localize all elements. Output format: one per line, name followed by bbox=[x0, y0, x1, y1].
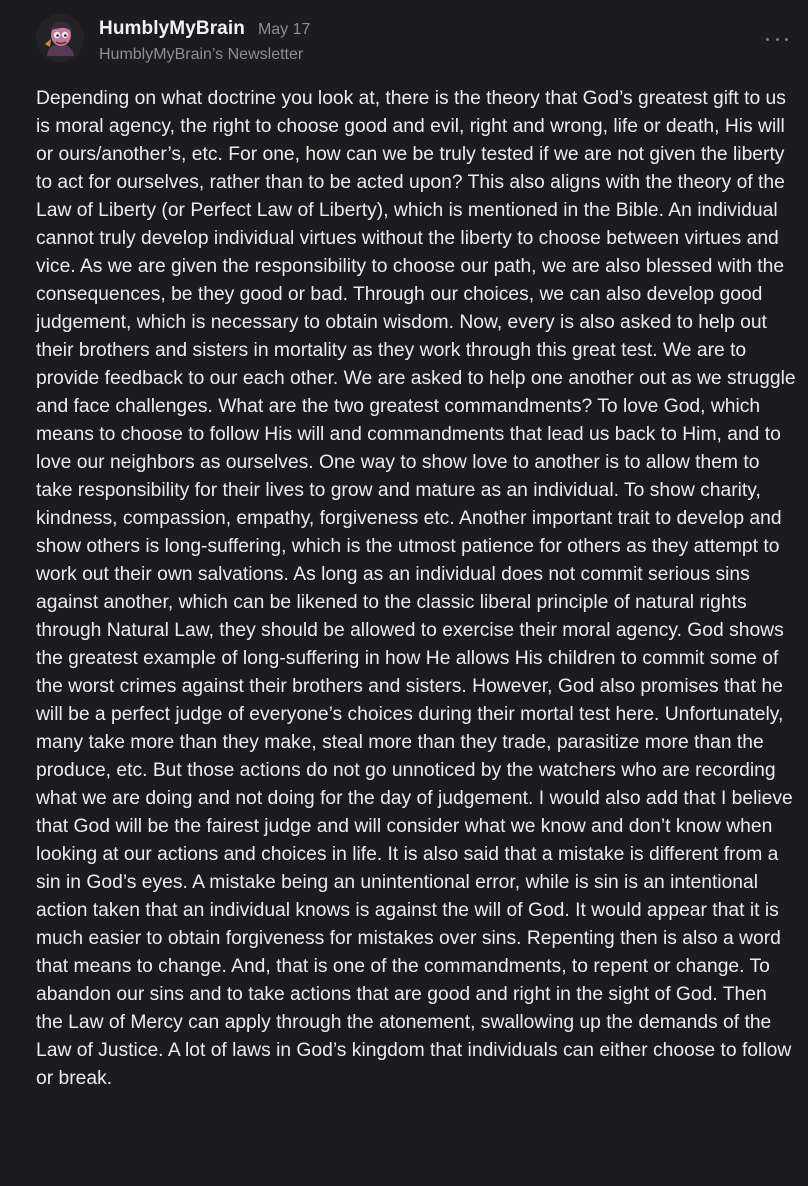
author-name[interactable]: HumblyMyBrain bbox=[99, 18, 245, 39]
byline bbox=[99, 18, 310, 40]
dot bbox=[785, 38, 788, 41]
dot bbox=[766, 38, 769, 41]
post-date: May 17 bbox=[257, 21, 311, 38]
avatar[interactable] bbox=[36, 14, 84, 62]
post-body-text: Depending on what doctrine you look at, there is the theory that God’s greatest gift to us is moral agency, the right to choose good and evil, right and wrong, life or death, His will or ours/another’s, etc. For one, how can we be truly tested if we are not given the liberty to act for ourselves, rather than to be acted upon? This also aligns with the theory of the Law of Liberty (or Perfect Law of Liberty), which is mentioned in the Bible. An individual cannot truly develop individual virtues without the liberty to choose between virtues and vice. As we are given the responsibility to choose our path, we are also blessed with the consequences, be they good or bad. Through our choices, we can also develop good judgement, which is necessary to obtain wisdom. Now, every is also asked to help out their brothers and sisters in mortality as they work through this great test. We are to provide feedback to our each other. We are asked to help one another out as we struggle and face challenges. What are the two greatest commandments? To love God, which means to choose to follow His will and commandments that lead us back to Him, and to love our neighbors as ourselves. One way to show love to another is to allow them to take responsibility for their lives to grow and mature as an individual. To show charity, kindness, compassion, empathy, forgiveness etc. Another important trait to develop and show others is long-suffering, which is the utmost patience for others as they attempt to work out their own salvations. As long as an individual does not commit serious sins against another, which can be likened to the classic liberal principle of natural rights through Natural Law, they should be allowed to exercise their moral agency. God shows the greatest example of long-suffering in how He allows His children to commit some of the worst crimes against their brothers and sisters. However, God also promises that he will be a perfect judge of everyone’s choices during their mortal test here. Unfortunately, many take more than they make, steal more than they trade, parasitize more than the produce, etc. But those actions do not go unnoticed by the watchers who are recording what we are doing and not doing for the day of judgement. I would also add that I believe that God will be the fairest judge and will consider what we know and don’t know when looking at our actions and choices in life. It is also said that a mistake is different from a sin in God’s eyes. A mistake being an unintentional error, while is sin is an intentional action taken that an individual knows is against the will of God. It would appear that it is much easier to obtain forgiveness for mistakes over sins. Repenting then is also a word that means to change. And, that is one of the commandments, to repent or change. To abandon our sins and to take actions that are good and right in the sight of God. Then the Law of Mercy can apply through the atonement, swallowing up the demands of the Law of Justice. A lot of laws in God’s kingdom that individuals can either choose to follow or break. bbox=[36, 88, 796, 1089]
post-header bbox=[36, 14, 788, 70]
more-options-icon[interactable] bbox=[766, 32, 788, 46]
avatar-image bbox=[36, 14, 84, 62]
post-meta bbox=[99, 18, 310, 64]
dot bbox=[776, 38, 779, 41]
publication-name[interactable]: HumblyMyBrain’s Newsletter bbox=[99, 46, 304, 63]
